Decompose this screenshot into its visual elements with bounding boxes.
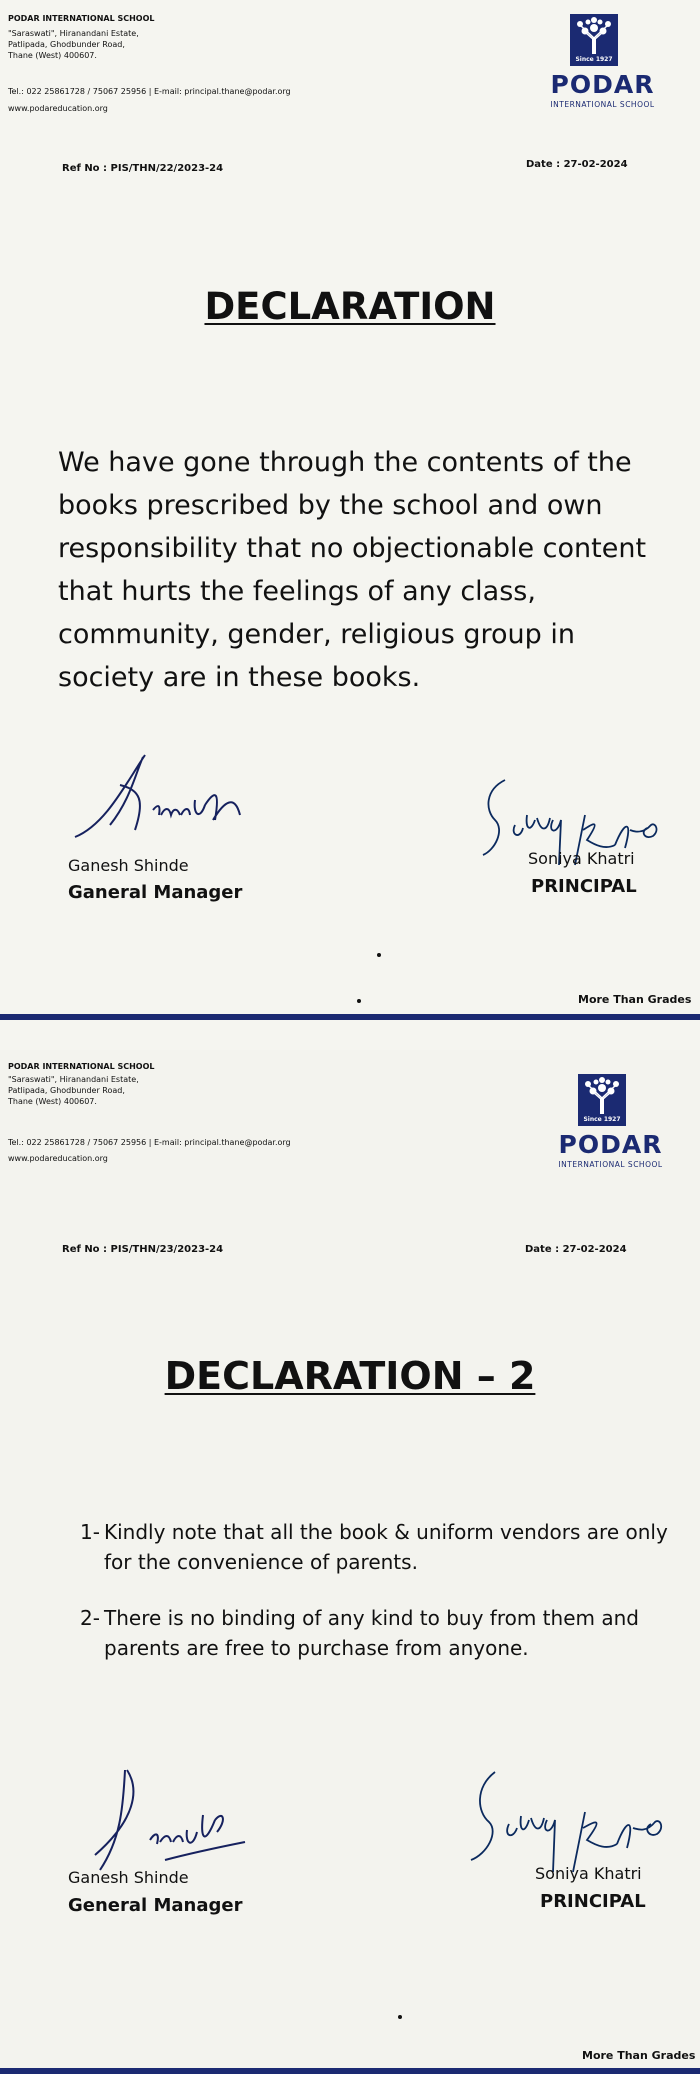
logo-subtitle: INTERNATIONAL SCHOOL [558,1160,663,1169]
since-label: Since 1927 [583,1116,621,1123]
address-line: Patlipada, Ghodbunder Road, [8,40,125,49]
tree-emblem-icon [578,1074,626,1126]
signature-ganesh-shinde [65,745,265,860]
signatory-role: General Manager [68,1895,243,1916]
page-title: DECLARATION [204,285,496,328]
declaration-body: We have gone through the contents of the books prescribed by the school and own responsibility that no objectionable content that hurts the feelings of any class, community, gender, religious group in society are in these books. [58,447,647,693]
document-date: Date : 27-02-2024 [526,159,628,170]
since-label: Since 1927 [575,56,613,63]
list-item [80,1603,680,1663]
address-line: Thane (West) 400607. [8,51,97,60]
footer-bar [0,2068,700,2074]
school-address [8,1074,208,1107]
tagline: More Than Grades [578,993,692,1006]
signatory-role: PRINCIPAL [531,876,637,897]
signatory-role: PRINCIPAL [540,1891,646,1912]
logo-wordmark: PODAR [558,1130,663,1159]
school-name: PODAR INTERNATIONAL SCHOOL [8,14,155,23]
signatory-role: Ganeral Manager [68,882,243,903]
contact-info: Tel.: 022 25861728 / 75067 25956 | E-mail: principal.thane@podar.org [8,87,291,96]
tagline: More Than Grades [582,2049,696,2062]
address-line: "Saraswati", Hiranandani Estate, [8,29,139,38]
document-date: Date : 27-02-2024 [525,1244,627,1255]
list-item-number: 2- [80,1606,100,1630]
signatory-name: Ganesh Shinde [68,856,189,875]
signature-ganesh-shinde [65,1760,265,1885]
page-title: DECLARATION – 2 [164,1354,536,1398]
speck [377,953,381,957]
tree-emblem-icon [570,14,618,66]
speck [398,2015,402,2019]
signatory-name: Ganesh Shinde [68,1868,189,1887]
address-line: "Saraswati", Hiranandani Estate, [8,1075,139,1084]
signatory-name: Soniya Khatri [528,849,635,868]
website: www.podareducation.org [8,1154,108,1163]
reference-number: Ref No : PIS/THN/23/2023-24 [62,1244,224,1255]
logo-subtitle: INTERNATIONAL SCHOOL [550,100,655,109]
reference-number: Ref No : PIS/THN/22/2023-24 [62,163,224,174]
address-line: Thane (West) 400607. [8,1097,97,1106]
declaration-points [80,1517,680,1689]
address-line: Patlipada, Ghodbunder Road, [8,1086,125,1095]
school-name: PODAR INTERNATIONAL SCHOOL [8,1062,155,1071]
list-item-text: Kindly note that all the book & uniform vendors are only for the convenience of parents. [104,1520,668,1574]
contact-info: Tel.: 022 25861728 / 75067 25956 | E-mail: principal.thane@podar.org [8,1138,291,1147]
website: www.podareducation.org [8,104,108,113]
list-item-text: There is no binding of any kind to buy from them and parents are free to purchase from anyone. [104,1606,639,1660]
school-address [8,28,208,61]
logo-wordmark: PODAR [550,70,655,99]
list-item-number: 1- [80,1520,100,1544]
list-item [80,1517,680,1577]
footer-bar [0,1014,700,1020]
speck [357,999,361,1003]
signatory-name: Soniya Khatri [535,1864,642,1883]
declaration-page-2 [0,1050,700,2074]
